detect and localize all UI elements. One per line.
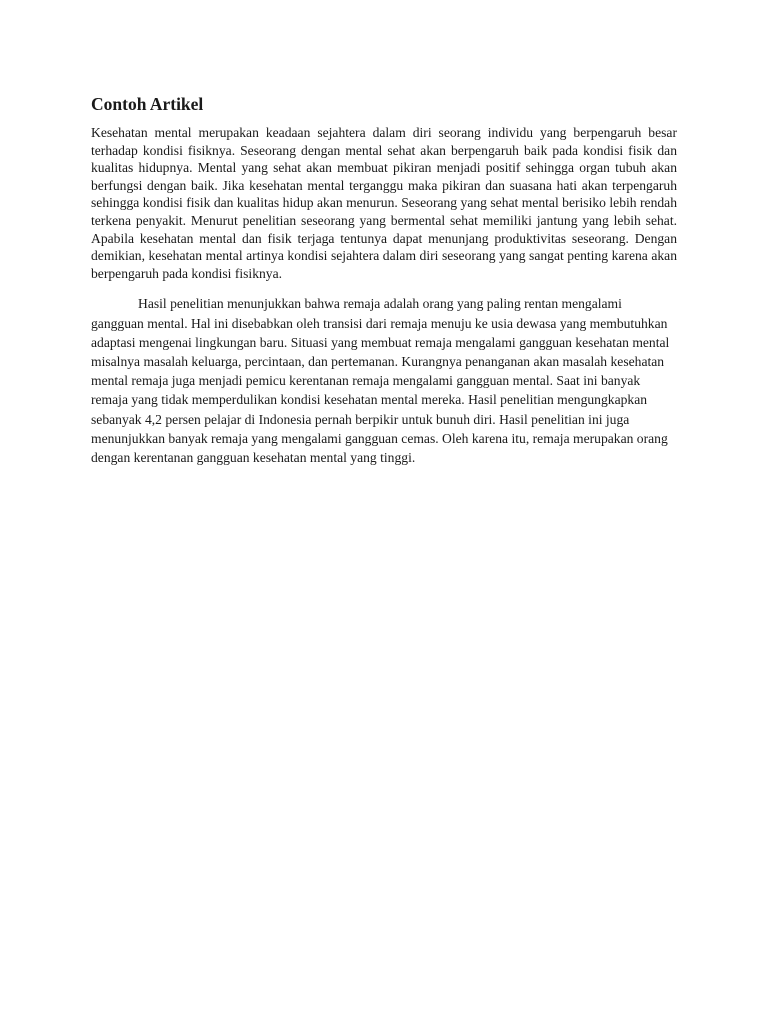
article-title: Contoh Artikel xyxy=(91,94,204,114)
article-paragraph-1: Kesehatan mental merupakan keadaan sejahtera dalam diri seorang individu yang berpengaruh besar terhadap kondisi fisiknya. Seseorang dengan mental sehat akan berpengaruh baik pada kondisi fisik dan kualitas hidupnya. Mental yang sehat akan membuat pikiran menjadi positif sehingga organ tubuh akan berfungsi dengan baik. Jika kesehatan mental terganggu maka pikiran dan suasana hati akan terpengaruh sehingga kondisi fisik dan kualitas hidup akan menurun. Seseorang yang sehat mental berisiko lebih rendah terkena penyakit. Menurut penelitian seseorang yang bermental sehat memiliki jantung yang lebih sehat. Apabila kesehatan mental dan fisik terjaga tentunya dapat menunjang produktivitas seseorang. Dengan demikian, kesehatan mental artinya kondisi sejahtera dalam diri seseorang yang sangat penting karena akan berpengaruh pada kondisi fisiknya. xyxy=(91,125,677,281)
article-body xyxy=(91,94,677,467)
article-paragraph-2: Hasil penelitian menunjukkan bahwa remaja adalah orang yang paling rentan mengalami gangguan mental. Hal ini disebabkan oleh transisi dari remaja menuju ke usia dewasa yang membutuhkan adaptasi mengenai lingkungan baru. Situasi yang membuat remaja mengalami gangguan kesehatan mental misalnya masalah keluarga, percintaan, dan pertemanan. Kurangnya penanganan akan masalah kesehatan mental remaja juga menjadi pemicu kerentanan remaja mengalami gangguan mental. Saat ini banyak remaja yang tidak memperdulikan kondisi kesehatan mental mereka. Hasil penelitian mengungkapkan sebanyak 4,2 persen pelajar di Indonesia pernah berpikir untuk bunuh diri. Hasil penelitian ini juga menunjukkan banyak remaja yang mengalami gangguan cemas. Oleh karena itu, remaja merupakan orang dengan kerentanan gangguan kesehatan mental yang tinggi. xyxy=(91,296,670,465)
